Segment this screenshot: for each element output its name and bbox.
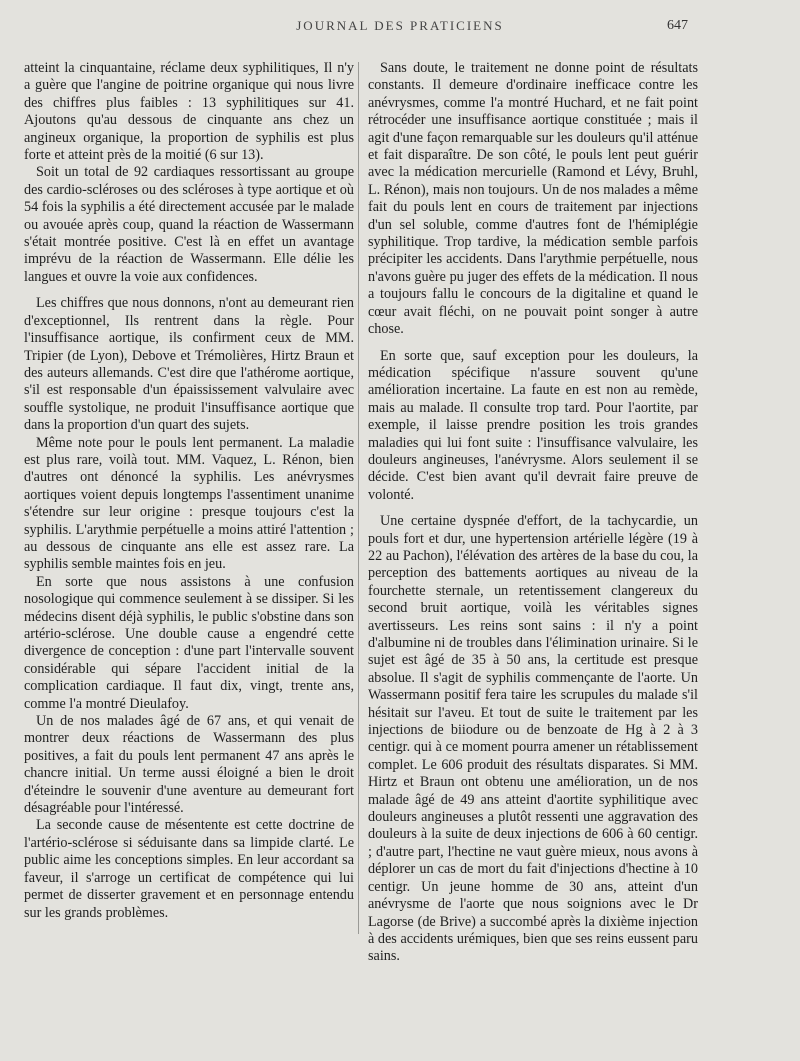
paragraph: Soit un total de 92 cardiaques ressortissant au groupe des cardio-scléroses ou des scléroses à type aortique et où 54 fois la syphilis a été directement accusée par le malade ou avouée après coup, quand la réaction de Wassermann s'était montrée positive. C'est là en effet un avantage imprévu de la réaction de Wassermann. Elle délie les langues et ouvre la voie aux confidences. [24, 164, 354, 285]
paragraph: Les chiffres que nous donnons, n'ont au demeurant rien d'exceptionnel, Ils rentrent dans la règle. Pour l'insuffisance aortique, ils confirment ceux de MM. Tripier (de Lyon), Debove et Trémolières, Hirtz Braun et des auteurs allemands. C'est dire que l'athérome aortique, s'il est responsable d'un épaississement valvulaire avec souffle systolique, ne produit l'insuffisance aortique que dans la proportion d'un quart des sujets. [24, 295, 354, 434]
paragraph: atteint la cinquantaine, réclame deux syphilitiques, Il n'y a guère que l'angine de poitrine organique qui nous livre des chiffres plus faibles : 13 syphilitiques sur 41. Ajoutons qu'au dessous de cinquante ans chez un angineux organique, la proportion de syphilis est plus forte et atteint près de la moitié (6 sur 13). [24, 60, 354, 164]
running-head [0, 18, 800, 40]
paragraph: En sorte que nous assistons à une confusion nosologique qui commence seulement à se dissiper. Si les médecins disent déjà syphilis, le public s'obstine dans son artério-sclérose. Une double cause a engendré cette divergence de conception : d'une part l'intervalle souvent considérable qui sépare l'accident initial de la complication cardiaque. Il faut dix, vingt, trente ans, comme l'a montré Dieulafoy. [24, 573, 354, 712]
right-column [368, 60, 698, 966]
page-number: 647 [667, 18, 688, 33]
paragraph: En sorte que, sauf exception pour les douleurs, la médication spécifique n'assure souvent qu'une amélioration incertaine. La faute en est non au remède, mais au malade. Il consulte trop tard. Pour l'aortite, par exemple, il laisse prendre position les trois grandes maladies qui lui font suite : l'insuffisance valvulaire, les douleurs angineuses, l'anévrysme. Alors seulement il se décide. C'est bien avant qu'il devrait faire preuve de volonté. [368, 347, 698, 503]
paragraph: Sans doute, le traitement ne donne point de résultats constants. Il demeure d'ordinaire inefficace contre les anévrysmes, comme l'a montré Huchard, et ne fait point rétrocéder une insuffisance aortique constituée ; mais il agit d'une façon remarquable sur les douleurs qu'il atténue et fait disparaître. De son côté, le pouls lent peut guérir avec la médication mercurielle (Ramond et Lévy, Bruhl, L. Rénon), mais non toujours. Un de nos malades a même fait du pouls lent en cours de traitement par injections d'un sel soluble, comme d'autres font de l'hémiplégie syphilitique. Trop tardive, la médication semble parfois précipiter les accidents. Dans l'arythmie perpétuelle, nous n'avons guère pu juger des effets de la médication. Il nous a toujours fallu le concours de la digitaline et quand le cœur avait fléchi, on ne pouvait point songer à autre chose. [368, 60, 698, 338]
running-title: JOURNAL DES PRATICIENS [296, 18, 504, 33]
paragraph: Une certaine dyspnée d'effort, de la tachycardie, un pouls fort et dur, une hypertension artérielle légère (19 à 22 au Pachon), l'élévation des artères de la base du cou, la perception des battements aortiques au niveau de la fourchette sternale, un retentissement clangereux du second bruit aortique, voilà les véritables signes avertisseurs. Les reins sont sains : il n'y a point d'albumine ni de troubles dans l'élimination urinaire. Si le sujet est âgé de 35 à 50 ans, la certitude est presque absolue. Il s'agit de syphilis commençante de l'aorte. Un Wassermann positif fera taire les scrupules du malade s'il hésitait sur l'aveu. Et tout de suite le traitement par les injections de biiodure ou de benzoate de Hg à 2 à 3 centigr. qui à ce moment pourra amener un rétablissement complet. Le 606 produit des résultats disparates. Si MM. Hirtz et Braun ont obtenu une amélioration, un de nos malade âgé de 49 ans atteint d'aortite syphilitique avec douleurs angineuses a plutôt ressenti une aggravation des douleurs à la suite de deux injections de 606 à 60 centigr. ; d'autre part, l'hectine ne vaut guère mieux, nous avons à déplorer un cas de mort du fait d'injections d'hectine à 10 centigr. Un jeune homme de 30 ans, atteint d'un anévrysme de l'aorte que nous soignions avec le Dr Lagorse (de Brive) a succombé après la dixième injection à des accidents urémiques, bien que ses reins eussent paru sains. [368, 513, 698, 965]
left-column [24, 60, 354, 922]
paragraph: Un de nos malades âgé de 67 ans, et qui venait de montrer deux réactions de Wassermann des plus positives, a fait du pouls lent permanent 47 ans après le chancre initial. Un terme aussi éloigné a bien le droit d'éteindre le souvenir d'une aventure au demeurant fort désagréable pour l'intéressé. [24, 713, 354, 817]
paragraph: La seconde cause de mésentente est cette doctrine de l'artério-sclérose si séduisante dans sa limpide clarté. Le public aime les conceptions simples. En leur accordant sa faveur, il s'arroge un certificat de compétence qui lui permet de disserter gravement et en personnage entendu sur les grands problèmes. [24, 817, 354, 921]
column-divider [358, 62, 359, 934]
paragraph: Même note pour le pouls lent permanent. La maladie est plus rare, voilà tout. MM. Vaquez, L. Rénon, bien d'autres ont dénoncé la syphilis. Les anévrysmes aortiques voient depuis longtemps l'assentiment unanime s'étendre sur leur origine : presque toujours c'est la syphilis. L'arythmie perpétuelle a moins attiré l'attention ; au dessous de cinquante ans elle est assez rare. La syphilis semble maintes fois en jeu. [24, 434, 354, 573]
